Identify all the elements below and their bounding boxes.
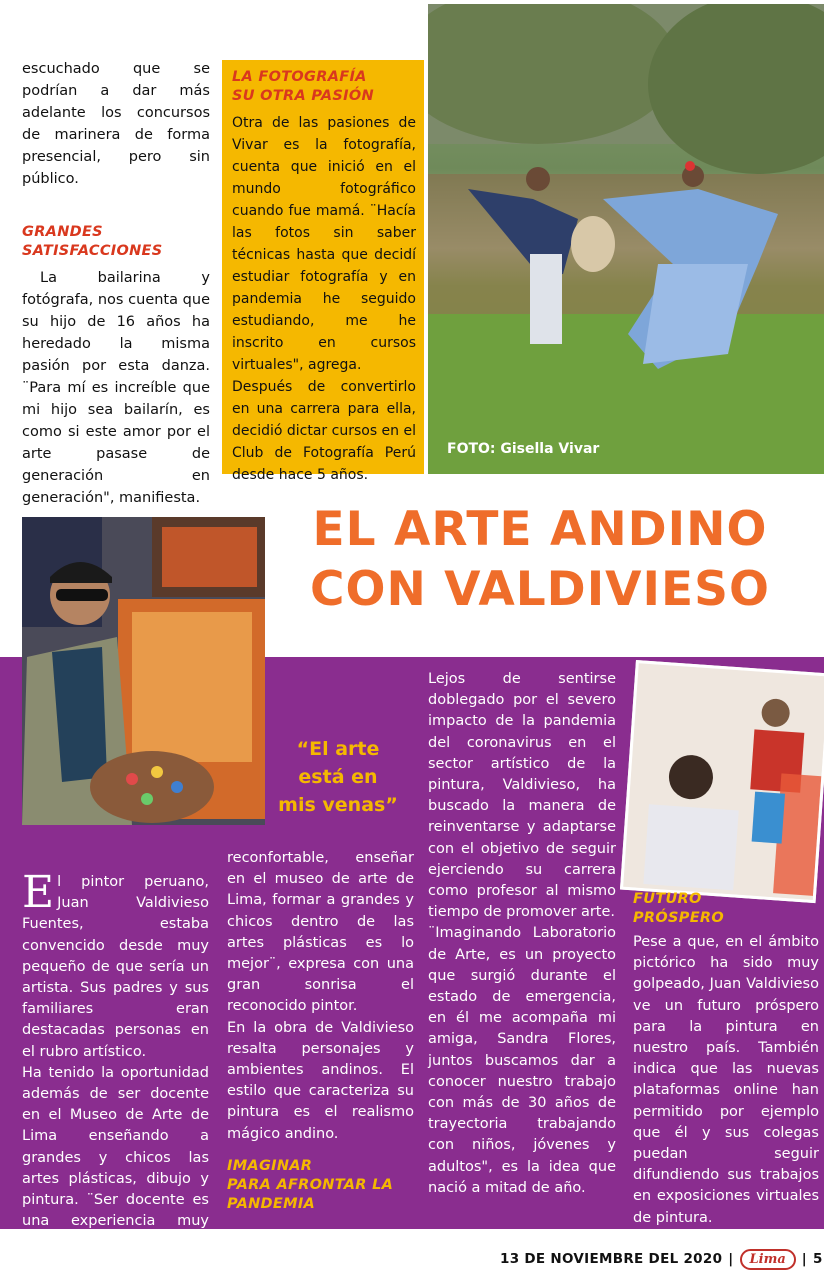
magazine-logo: Lima (740, 1249, 796, 1270)
sidebar-box-fotografia (222, 60, 424, 483)
page-number: 5 (813, 1251, 823, 1267)
box-paragraph-1: Otra de las pasiones de Vivar es la fotografía, cuenta que inició en el mundo fotográfico cuando fue mamá. ¨Hacía las fotos sin saber técnicas hasta que decidí estudiar fotografía y en pandemia he seguido estudiando, me he inscrito en cursos virtuales", agrega. (232, 115, 416, 373)
photo-credit: FOTO: Gisella Vivar (447, 441, 600, 457)
subhead-fotografia: LA FOTOGRAFÍA SU OTRA PASIÓN (232, 69, 374, 104)
footer-separator: | (728, 1251, 734, 1267)
article-headline: EL ARTE ANDINO CON VALDIVIESO (310, 502, 770, 617)
article-col1-paragraph-2: Ha tenido la oportunidad además de ser docente en el Museo de Arte de Lima enseñando a grandes y chicos las artes plásticas, dibujo y pintura. ¨Ser docente es una experiencia muy linda y (22, 1064, 209, 1251)
photo-dancers (428, 4, 824, 474)
top-col1-paragraph-1: escuchado que se podrían a dar más adelante los concursos de marinera de forma presencial, pero sin público. (22, 61, 210, 187)
article-column-1 (22, 867, 209, 1254)
article-col2-paragraph-1: reconfortable, enseñar en el museo de arte de Lima, formar a grandes y chicos dentro de las artes plásticas es lo mejor¨, expresa con una gran sonrisa el reconocido pintor. (227, 850, 414, 1015)
article-col2-paragraph-2: En la obra de Valdivieso resalta personajes y ambientes andinos. El estilo que caracteriza su pintura es el realismo mágico andino. (227, 1019, 414, 1142)
subhead-futuro-prospero: FUTURO PRÓSPERO (633, 891, 724, 926)
artist-illustration (22, 517, 265, 825)
article-column-4 (633, 890, 819, 1229)
article-col1-paragraph-1: l pintor peruano, Juan Valdivieso Fuentes, estaba convencido desde muy pequeño de que sería un artista. Sus padres y sus familiares eran destacadas personas en el rubro artístico. (22, 874, 209, 1060)
page-footer: 13 DE NOVIEMBRE DEL 2020 | Lima | 5 (500, 1244, 824, 1274)
top-col1-paragraph-2: La bailarina y fotógrafa, nos cuenta que su hijo de 16 años ha heredado la misma pasión por esta danza. ¨Para mí es increíble que mi hijo sea bailarín, es como si este amor por el arte pasase de generación en generación", manifiesta. (22, 270, 210, 506)
article-col3-paragraph-2: ¨Imaginando Laboratorio de Arte, es un proyecto que surgió durante el estado de emergencia, en él me acompaña mi amiga, Sandra Flores, juntos buscamos dar a conocer nuestro trabajo con más de 30 años de trayectoria trabajando con niños, jóvenes y adultos", es la idea que nació a mitad de año. (428, 925, 616, 1196)
top-column-1 (22, 58, 210, 509)
article-column-3 (428, 669, 616, 1199)
pull-quote: “El arte está en mis venas” (278, 738, 398, 816)
box-paragraph-2: Después de convertirlo en una carrera para ella, decidió dictar cursos en el Club de Fotografía Perú desde hace 5 años. (232, 379, 416, 483)
photo-workshop (620, 660, 824, 903)
subhead-grandes-satisfacciones: GRANDES SATISFACCIONES (22, 224, 163, 259)
workshop-illustration (623, 663, 824, 903)
article-column-2 (227, 848, 414, 1214)
article-col4-paragraph-1: Pese a que, en el ámbito pictórico ha sido muy golpeado, Juan Valdivieso ve un futuro próspero para la pintura en nuestro país. También indica que las nuevas plataformas online han permitido por ejemplo que él y sus colegas puedan seguir difundiendo sus trabajos en exposiciones virtuales de pintura. (633, 934, 819, 1226)
footer-date: 13 DE NOVIEMBRE DEL 2020 (500, 1251, 723, 1267)
subhead-imaginar: IMAGINAR PARA AFRONTAR LA PANDEMIA (227, 1157, 394, 1212)
dancers-illustration (428, 4, 824, 474)
dropcap-letter: E (22, 867, 55, 918)
article-col3-paragraph-1: Lejos de sentirse doblegado por el severo impacto de la pandemia del coronavirus en el sector artístico de la pintura, Valdivieso, ha buscado la manera de reinventarse y adaptarse con el objetivo de seguir ejerciendo su carrera como profesor al mismo tiempo de promover arte. (428, 671, 616, 921)
photo-artist-valdivieso (22, 517, 265, 825)
